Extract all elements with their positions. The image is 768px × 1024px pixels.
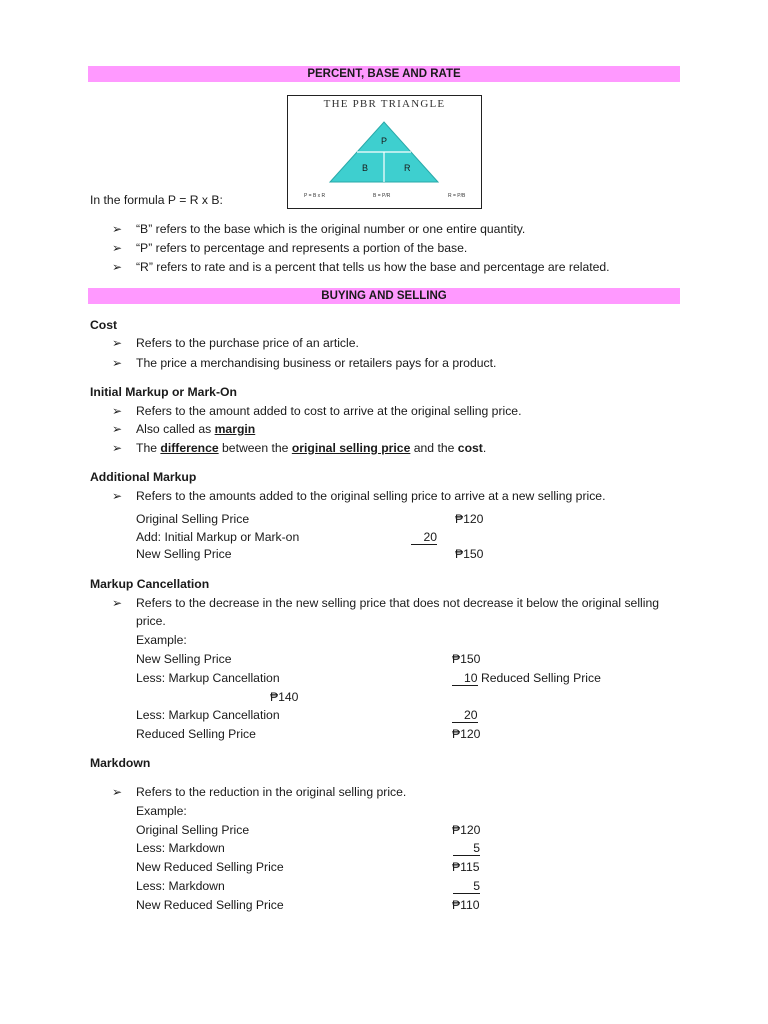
example-label: Example:: [136, 804, 187, 818]
bullet-text: between the: [218, 441, 292, 455]
triangle-label-b: B: [362, 163, 369, 173]
list-item: Refers to the amounts added to the original selling price to arrive at a new selling price.: [136, 489, 606, 503]
row-label: Original Selling Price: [136, 823, 250, 837]
list-item: “R” refers to rate and is a percent that tells us how the base and percentage are related.: [136, 260, 610, 274]
triangle-label-p: P: [381, 136, 388, 146]
row-label: Reduced Selling Price: [136, 727, 256, 741]
bullet-text: Also called as: [136, 422, 215, 436]
row-label: Less: Markup Cancellation: [136, 671, 280, 685]
markup-cancellation-heading: Markup Cancellation: [90, 577, 210, 591]
cost-term: cost: [457, 441, 483, 455]
row-amount: [452, 708, 478, 723]
row-amount: ₱150: [455, 547, 484, 561]
cost-heading: Cost: [90, 318, 118, 332]
row-label: New Selling Price: [136, 652, 232, 666]
figure-caption-2: B = P/R: [373, 193, 391, 199]
arrow-bullet-icon: ➢: [112, 222, 123, 236]
row-amount: ₱115: [452, 860, 480, 874]
list-item: “B” refers to the base which is the original number or one entire quantity.: [136, 222, 526, 236]
pbr-triangle-figure: [287, 95, 482, 209]
row-label: New Reduced Selling Price: [136, 898, 284, 912]
row-amount: [452, 841, 480, 856]
bullet-text: The: [136, 441, 161, 455]
difference-term: difference: [160, 441, 219, 455]
example-label: Example:: [136, 633, 187, 647]
arrow-bullet-icon: ➢: [112, 336, 123, 350]
markdown-heading: Markdown: [90, 756, 151, 770]
formula-intro: In the formula P = R x B:: [90, 193, 223, 207]
list-item: [136, 441, 486, 455]
arrow-bullet-icon: ➢: [112, 404, 123, 418]
additional-markup-heading: Additional Markup: [90, 470, 197, 484]
arrow-bullet-icon: ➢: [112, 422, 123, 436]
list-item-continuation: price.: [136, 614, 166, 628]
list-item: The price a merchandising business or retailers pays for a product.: [136, 356, 497, 370]
row-amount: ₱120: [452, 823, 481, 837]
underlined-amount: 10: [452, 672, 478, 686]
row-amount: ₱140: [270, 690, 299, 704]
row-amount: ₱110: [452, 898, 480, 912]
row-amount: ₱150: [452, 652, 481, 666]
list-item: Refers to the purchase price of an article.: [136, 336, 359, 350]
underlined-amount: 20: [411, 531, 437, 545]
arrow-bullet-icon: ➢: [112, 785, 123, 799]
triangle-label-r: R: [404, 163, 411, 173]
row-label: New Selling Price: [136, 547, 232, 561]
row-note: Reduced Selling Price: [477, 671, 601, 685]
row-label: New Reduced Selling Price: [136, 860, 284, 874]
list-item: Refers to the decrease in the new selling price that does not decrease it below the original selling: [136, 596, 660, 610]
arrow-bullet-icon: ➢: [112, 356, 123, 370]
original-selling-price-term: original selling price: [291, 441, 411, 455]
bullet-text: and the: [410, 441, 458, 455]
bullet-text: .: [482, 441, 487, 455]
row-amount: ₱120: [455, 512, 484, 526]
margin-term: margin: [214, 422, 256, 436]
initial-markup-heading: Initial Markup or Mark-On: [90, 385, 237, 399]
figure-caption-1: P = B x R: [304, 193, 326, 199]
arrow-bullet-icon: ➢: [112, 260, 123, 274]
row-label: Original Selling Price: [136, 512, 250, 526]
figure-caption-3: R = P/B: [448, 193, 466, 199]
row-amount: [452, 879, 480, 894]
section-heading-buying-selling: BUYING AND SELLING: [88, 288, 680, 304]
underlined-amount: 20: [452, 709, 478, 723]
list-item: Refers to the reduction in the original selling price.: [136, 785, 407, 799]
list-item: “P” refers to percentage and represents a portion of the base.: [136, 241, 468, 255]
underlined-amount: 5: [453, 880, 480, 894]
row-label: Add: Initial Markup or Mark-on: [136, 530, 300, 544]
underlined-amount: 5: [453, 842, 480, 856]
row-label: Less: Markdown: [136, 879, 225, 893]
pbr-triangle-icon: [288, 96, 481, 208]
list-item: Refers to the amount added to cost to arrive at the original selling price.: [136, 404, 522, 418]
row-label: Less: Markup Cancellation: [136, 708, 280, 722]
row-label: Less: Markdown: [136, 841, 225, 855]
list-item: [136, 422, 255, 436]
row-amount: [407, 530, 437, 545]
row-amount: [452, 671, 601, 686]
arrow-bullet-icon: ➢: [112, 489, 123, 503]
arrow-bullet-icon: ➢: [112, 241, 123, 255]
arrow-bullet-icon: ➢: [112, 441, 123, 455]
figure-title: THE PBR TRIANGLE: [323, 98, 446, 110]
arrow-bullet-icon: ➢: [112, 596, 123, 610]
section-heading-percent-base-rate: PERCENT, BASE AND RATE: [88, 66, 680, 82]
row-amount: ₱120: [452, 727, 481, 741]
